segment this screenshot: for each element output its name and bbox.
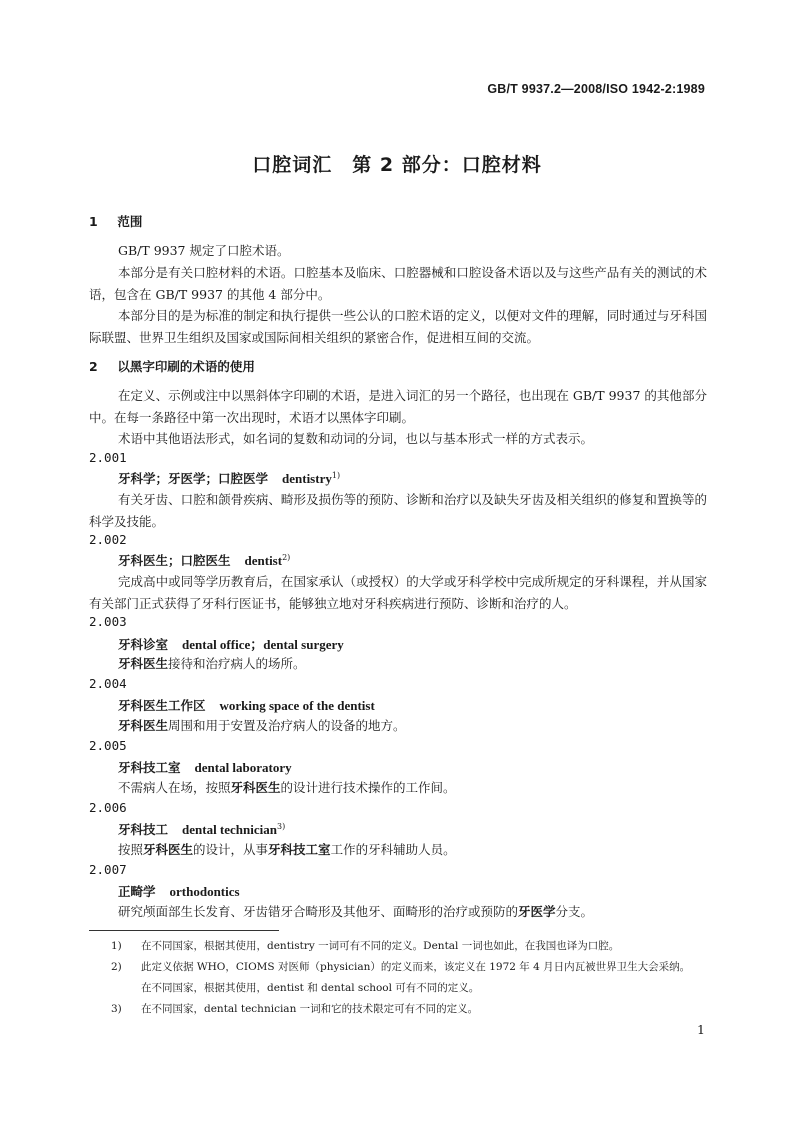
- page-number: 1: [697, 1022, 705, 1037]
- paragraph: 本部分是有关口腔材料的术语。口腔基本及临床、口腔器械和口腔设备术语以及与这些产品有关的测试的术语，包含在 GB/T 9937 的其他 4 部分中。: [89, 265, 707, 302]
- footnote-mark: 3): [111, 1003, 122, 1015]
- footnote-ref: 1): [331, 470, 341, 480]
- term-ref: 牙医学: [518, 904, 556, 919]
- definition: 完成高中或同等学历教育后，在国家承认（或授权）的大学或牙科学校中完成所规定的牙科课程，并从国家有关部门正式获得了牙科行医证书，能够独立地对牙科疾病进行预防、诊断和治疗的人。: [89, 574, 707, 611]
- term-en: dental technician: [182, 822, 277, 837]
- term-zh: 牙科技工室: [118, 760, 181, 775]
- footnote: [120, 978, 720, 999]
- definition: [89, 715, 707, 737]
- term-en: dentistry: [282, 471, 332, 486]
- definition-text: 的设计进行技术操作的工作间。: [280, 780, 456, 795]
- footnote-text: 在不同国家，根据其使用，dentist 和 dental school 可有不同的定义。: [141, 982, 480, 994]
- definition: [89, 901, 707, 923]
- definition: [89, 777, 707, 799]
- term-line: [118, 758, 292, 776]
- footnote: [111, 999, 720, 1020]
- term-ref: 牙科技工室: [268, 842, 331, 857]
- term-ref: 牙科医生: [118, 656, 169, 671]
- section-1-heading: [89, 212, 142, 230]
- footnote-divider: [89, 930, 279, 931]
- paragraph: 在定义、示例或注中以黑斜体字印刷的术语，是进入词汇的另一个路径，也出现在 GB/T 9937 的其他部分中。在每一条路径中第一次出现时，术语才以黑体字印刷。: [89, 388, 707, 425]
- footnote-mark: 2): [111, 961, 122, 973]
- footnote: [111, 957, 720, 978]
- term-line: [118, 882, 240, 900]
- section-number: 1: [89, 214, 98, 229]
- term-zh: 牙科技工: [118, 822, 169, 837]
- term-line: [118, 551, 290, 569]
- entry-number: 2.001: [89, 450, 127, 465]
- entry-number: 2.005: [89, 738, 127, 753]
- term-en: dental office；dental surgery: [182, 637, 344, 652]
- definition-text: 的设计，从事: [193, 842, 269, 857]
- footnote-text: 此定义依据 WHO，CIOMS 对医师（physician）的定义而来，该定义在 1972 年 4 月日内瓦被世界卫生大会采纳。: [141, 961, 691, 973]
- term-en: dentist: [244, 553, 283, 568]
- paragraph: 本部分目的是为标准的制定和执行提供一些公认的口腔术语的定义，以便对文件的理解，同时通过与牙科国际联盟、世界卫生组织及国家或国际间相关组织的紧密合作，促进相互间的交流。: [89, 308, 707, 345]
- term-ref: 牙科医生: [230, 780, 281, 795]
- paragraph: GB/T 9937 规定了口腔术语。: [118, 243, 290, 258]
- entry-number: 2.006: [89, 800, 127, 815]
- definition: 有关牙齿、口腔和颌骨疾病、畸形及损伤等的预防、诊断和治疗以及缺失牙齿及相关组织的修复和置换等的科学及技能。: [89, 492, 707, 529]
- section-title: 以黑字印刷的术语的使用: [117, 359, 255, 374]
- entry-number: 2.007: [89, 862, 127, 877]
- definition-text: 按照: [118, 842, 144, 857]
- term-zh: 牙科医生；口腔医生: [118, 553, 231, 568]
- term-zh: 牙科诊室: [118, 637, 169, 652]
- term-line: [118, 820, 285, 838]
- paragraph: 术语中其他语法形式，如名词的复数和动词的分词，也以与基本形式一样的方式表示。: [118, 431, 594, 446]
- entry-number: 2.004: [89, 676, 127, 691]
- section-title: 范围: [117, 214, 143, 229]
- term-en: dental laboratory: [194, 760, 292, 775]
- definition-text: 接待和治疗病人的场所。: [168, 656, 306, 671]
- definition-text: 周围和用于安置及治疗病人的设备的地方。: [168, 718, 406, 733]
- entry-number: 2.002: [89, 532, 127, 547]
- term-en: orthodontics: [169, 884, 240, 899]
- footnote-ref: 3): [277, 821, 286, 831]
- section-number: 2: [89, 359, 98, 374]
- footnote-text: 在不同国家，根据其使用，dentistry 一词可有不同的定义。Dental 一词也如此，在我国也译为口腔。: [141, 940, 620, 952]
- term-zh: 牙科医生工作区: [118, 698, 206, 713]
- definition-text: 工作的牙科辅助人员。: [330, 842, 456, 857]
- term-zh: 正畸学: [118, 884, 156, 899]
- term-ref: 牙科医生: [118, 718, 169, 733]
- footnote-text: 在不同国家，dental technician 一词和它的技术限定可有不同的定义。: [141, 1003, 479, 1015]
- definition: [89, 653, 707, 675]
- definition-text: 研究颅面部生长发育、牙齿错牙合畸形及其他牙、面畸形的治疗或预防的: [118, 904, 519, 919]
- footnote-ref: 2): [282, 552, 291, 562]
- definition: [89, 839, 707, 861]
- footnote-mark: 1): [111, 940, 122, 952]
- entry-number: 2.003: [89, 614, 127, 629]
- term-line: [118, 696, 375, 714]
- footnote: [111, 936, 720, 957]
- definition-text: 不需病人在场，按照: [118, 780, 231, 795]
- term-line: [118, 634, 344, 653]
- section-2-heading: [89, 357, 255, 375]
- term-ref: 牙科医生: [143, 842, 194, 857]
- document-title: 口腔词汇 第 2 部分：口腔材料: [252, 154, 542, 176]
- term-en: working space of the dentist: [219, 698, 375, 713]
- definition-text: 分支。: [555, 904, 594, 919]
- term-zh: 牙科学；牙医学；口腔医学: [118, 471, 269, 486]
- term-line: [118, 469, 340, 487]
- standard-code-header: GB/T 9937.2—2008/ISO 1942-2:1989: [487, 82, 705, 96]
